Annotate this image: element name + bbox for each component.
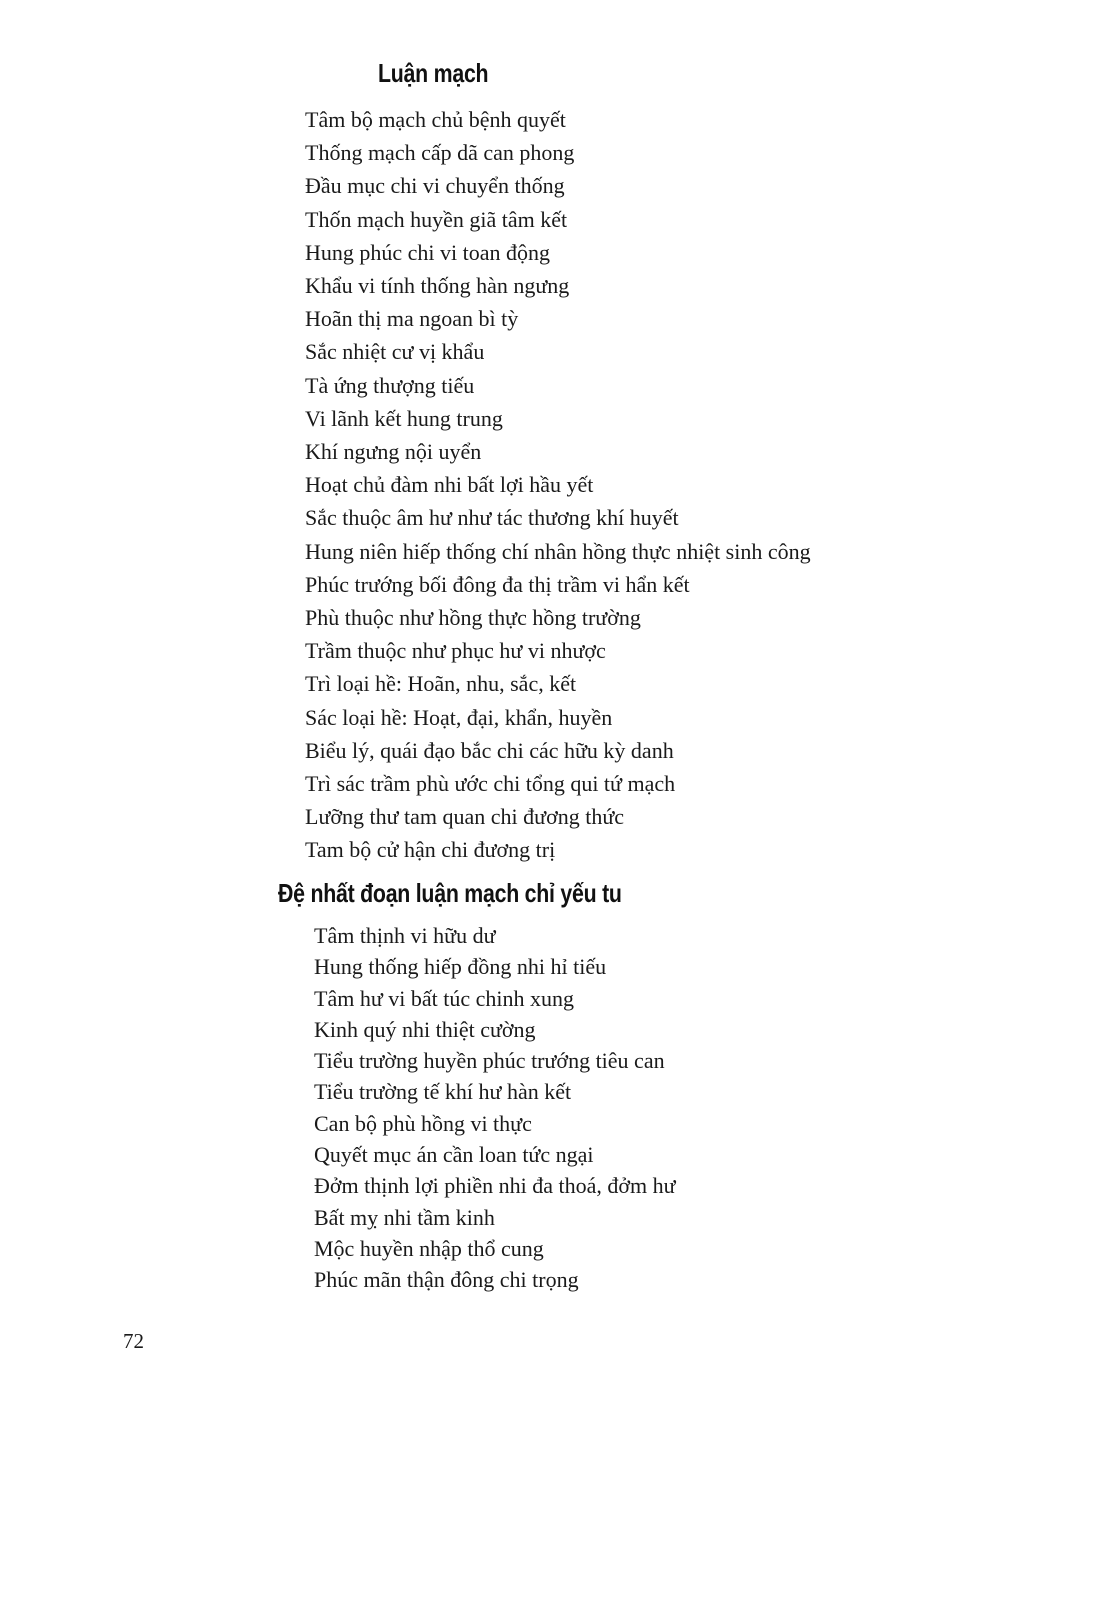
- verse-line: Phúc mãn thận đông chi trọng: [314, 1267, 579, 1293]
- verse-line: Tiểu trường tế khí hư hàn kết: [314, 1079, 572, 1105]
- verse-line: Sác loại hề: Hoạt, đại, khẩn, huyền: [305, 704, 613, 730]
- verse-line: Biểu lý, quái đạo bắc chi các hữu kỳ danh: [305, 737, 674, 763]
- verse-line: Lưỡng thư tam quan chi đương thức: [305, 804, 625, 830]
- verse-line: Hoãn thị ma ngoan bì tỳ: [305, 306, 519, 332]
- verse-line: Sắc thuộc âm hư như tác thương khí huyết: [305, 505, 679, 531]
- verse-line: Phúc trướng bối đông đa thị trầm vi hẩn kết: [305, 571, 690, 597]
- verse-list-section-1: [305, 103, 811, 867]
- verse-line: Sắc nhiệt cư vị khẩu: [305, 339, 485, 365]
- verse-line: Hung thống hiếp đồng nhi hỉ tiếu: [314, 954, 607, 980]
- section-heading-luan-mach: Luận mạch: [378, 58, 489, 88]
- verse-line: Tà ứng thượng tiếu: [305, 372, 475, 398]
- verse-line: Đầu mục chi vi chuyển thống: [305, 173, 565, 199]
- verse-line: Hoạt chủ đàm nhi bất lợi hầu yết: [305, 472, 594, 498]
- verse-line: Trầm thuộc như phục hư vi nhược: [305, 638, 606, 664]
- verse-line: Quyết mục án cần loan tức ngại: [314, 1142, 594, 1168]
- verse-line: Phù thuộc như hồng thực hồng trường: [305, 605, 641, 631]
- verse-line: Khẩu vi tính thống hàn ngưng: [305, 273, 570, 299]
- verse-line: Hung phúc chi vi toan động: [305, 239, 551, 265]
- verse-line: Đởm thịnh lợi phiền nhi đa thoá, đởm hư: [314, 1173, 676, 1199]
- verse-line: Can bộ phù hồng vi thực: [314, 1110, 532, 1136]
- verse-line: Bất mỵ nhi tầm kinh: [314, 1204, 495, 1230]
- verse-line: Tâm thịnh vi hữu dư: [314, 923, 496, 948]
- page-number: 72: [123, 1329, 144, 1353]
- verse-line: Tiểu trường huyền phúc trướng tiêu can: [314, 1048, 665, 1074]
- verse-line: Hung niên hiếp thống chí nhân hồng thực nhiệt sinh công: [305, 538, 811, 564]
- verse-line: Tâm bộ mạch chủ bệnh quyết: [305, 107, 566, 132]
- verse-line: Khí ngưng nội uyển: [305, 439, 482, 465]
- verse-line: Thốn mạch huyền giã tâm kết: [305, 206, 568, 232]
- verse-list-section-2: [314, 920, 676, 1296]
- verse-line: Thống mạch cấp dã can phong: [305, 140, 575, 166]
- verse-line: Mộc huyền nhập thổ cung: [314, 1235, 544, 1261]
- verse-line: Kinh quý nhi thiệt cường: [314, 1016, 536, 1042]
- verse-line: Vi lãnh kết hung trung: [305, 405, 503, 431]
- verse-line: Tâm hư vi bất túc chinh xung: [314, 985, 574, 1011]
- verse-line: Trì loại hề: Hoãn, nhu, sắc, kết: [305, 671, 577, 697]
- verse-line: Trì sác trầm phù ước chi tổng qui tứ mạch: [305, 771, 676, 797]
- verse-line: Tam bộ cử hận chi đương trị: [305, 837, 556, 863]
- section-heading-de-nhat-doan: Đệ nhất đoạn luận mạch chỉ yếu tu: [278, 878, 622, 908]
